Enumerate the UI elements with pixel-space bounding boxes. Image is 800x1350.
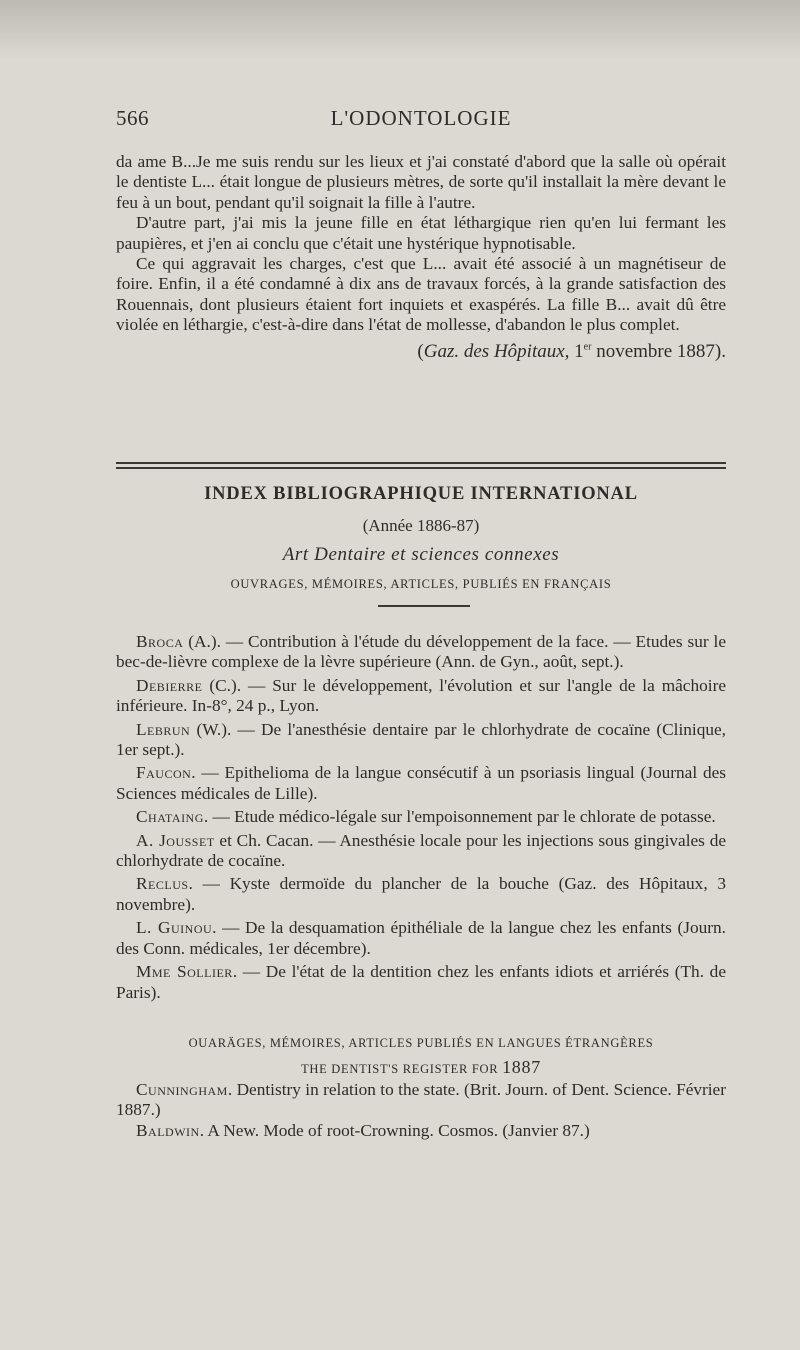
index-title: INDEX BIBLIOGRAPHIQUE INTERNATIONAL (204, 484, 638, 504)
bib-entry (116, 807, 726, 827)
body-text (116, 152, 726, 362)
bib-entry (116, 720, 726, 761)
bib-author: L. Guinou (136, 918, 213, 938)
bib-text: . — Kyste dermoïde du plancher de la bouche (Gaz. des Hôpitaux, 3 novembre). (116, 874, 726, 914)
bib-text: (A.). — Contribution à l'étude du développement de la face. — Etudes sur le bec-de-lièvre complexe de la lèvre supérieure (Ann. de Gyn., août, sept.). (116, 632, 726, 672)
paragraph-3: Ce qui aggravait les charges, c'est que L... avait été associé à un magnétiseur de foire. Enfin, il a été condamné à dix ans de travaux forcés, à la grande satisfaction des Rouennais, dont plusieurs étaient fort inquiets et exaspérés. La fille B... avait dû être violée en léthargie, c'est-à-dire dans l'état de mollesse, d'abandon le plus complet. (116, 254, 726, 335)
bib-entry (116, 918, 726, 959)
page-header (116, 106, 726, 136)
bib-text: et Ch. Cacan. — Anesthésie locale pour les injections sous gingivales de chlorhydrate de cocaïne. (116, 830, 726, 871)
bib-entry (116, 874, 726, 915)
bib-author: Faucon (136, 763, 192, 783)
bib-author: Cunningham (136, 1080, 228, 1099)
bib-entry (116, 831, 726, 872)
paragraph-2: D'autre part, j'ai mis la jeune fille en état léthargique rien qu'en lui fermant les paupières, et j'en ai conclu que c'était une hystérique hypnotisable. (116, 213, 726, 253)
double-rule (116, 462, 726, 469)
bib-entry (116, 1121, 726, 1141)
bibliography-french (116, 632, 726, 1006)
bib-text: . A New. Mode of root-Crowning. Cosmos. (Janvier 87.) (199, 1120, 590, 1140)
section-foreign-title: OUARÄGES, MÉMOIRES, ARTICLES PUBLIÉS EN LANGUES ÉTRANGÈRES (188, 1036, 654, 1050)
citation-sup: er (583, 341, 592, 353)
short-rule (378, 605, 470, 607)
register-year: 1887 (502, 1057, 541, 1077)
index-subtitle: Art Dentaire et sciences connexes (282, 544, 560, 565)
citation-date: novembre 1887). (591, 340, 726, 362)
bib-entry (116, 763, 726, 804)
citation (116, 342, 726, 362)
bib-text: (W.). — De l'anesthésie dentaire par le chlorhydrate de cocaïne (Clinique, 1er sept.). (116, 719, 726, 760)
index-year: (Année 1886-87) (362, 516, 480, 535)
citation-day: 1 (569, 340, 584, 362)
bib-text: (C.). — Sur le développement, l'évolution et sur l'angle de la mâchoire inférieure. In-8°, 24 p., Lyon. (116, 675, 726, 716)
bib-text: . Dentistry in relation to the state. (Brit. Journ. of Dent. Science. Février 1887.) (116, 1080, 726, 1120)
bib-entry (116, 632, 726, 673)
bib-entry (116, 962, 726, 1003)
page-number: 566 (116, 106, 149, 130)
bib-author: A. Jousset (136, 830, 215, 850)
paragraph-1: da ame B...Je me suis rendu sur les lieux et j'ai constaté d'abord que la salle où opérait le dentiste L... était longue de plusieurs mètres, de sorte qu'il installait la mère devant le feu à un bout, pendant qu'il soignait la fille à l'autre. (116, 152, 726, 212)
bib-text: . — De l'état de la dentition chez les enfants idiots et arriérés (Th. de Paris). (116, 962, 726, 1002)
bib-entry (116, 1080, 726, 1121)
citation-open: ( (417, 340, 424, 362)
bib-author: Debierre (136, 675, 203, 695)
bib-text: . — De la desquamation épithéliale de la langue chez les enfants (Journ. des Conn. médicales, 1er décembre). (116, 918, 726, 958)
running-title: L'ODONTOLOGIE (330, 106, 512, 130)
bib-text: . — Etude médico-légale sur l'empoisonnement par le chlorate de potasse. (203, 807, 716, 827)
bib-author: Chataing (136, 807, 204, 827)
scan-shadow (0, 0, 800, 60)
bib-author: Reclus (136, 874, 189, 894)
citation-source: Gaz. des Hôpitaux, (423, 340, 570, 362)
bib-author: Broca (136, 632, 184, 651)
bibliography-foreign (116, 1080, 726, 1141)
bib-author: Lebrun (136, 719, 191, 739)
bib-author: Baldwin (136, 1120, 200, 1140)
bib-text: . — Epithelioma de la langue consécutif à un psoriasis lingual (Journal des Sciences médicales de Lille). (116, 763, 726, 803)
index-caption: OUVRAGES, MÉMOIRES, ARTICLES, PUBLIÉS EN FRANÇAIS (230, 577, 612, 591)
bib-entry (116, 676, 726, 717)
section-foreign-subtitle (116, 1057, 726, 1078)
register-title: THE DENTIST'S REGISTER FOR (301, 1062, 499, 1076)
bib-author: Mme Sollier (136, 962, 233, 982)
